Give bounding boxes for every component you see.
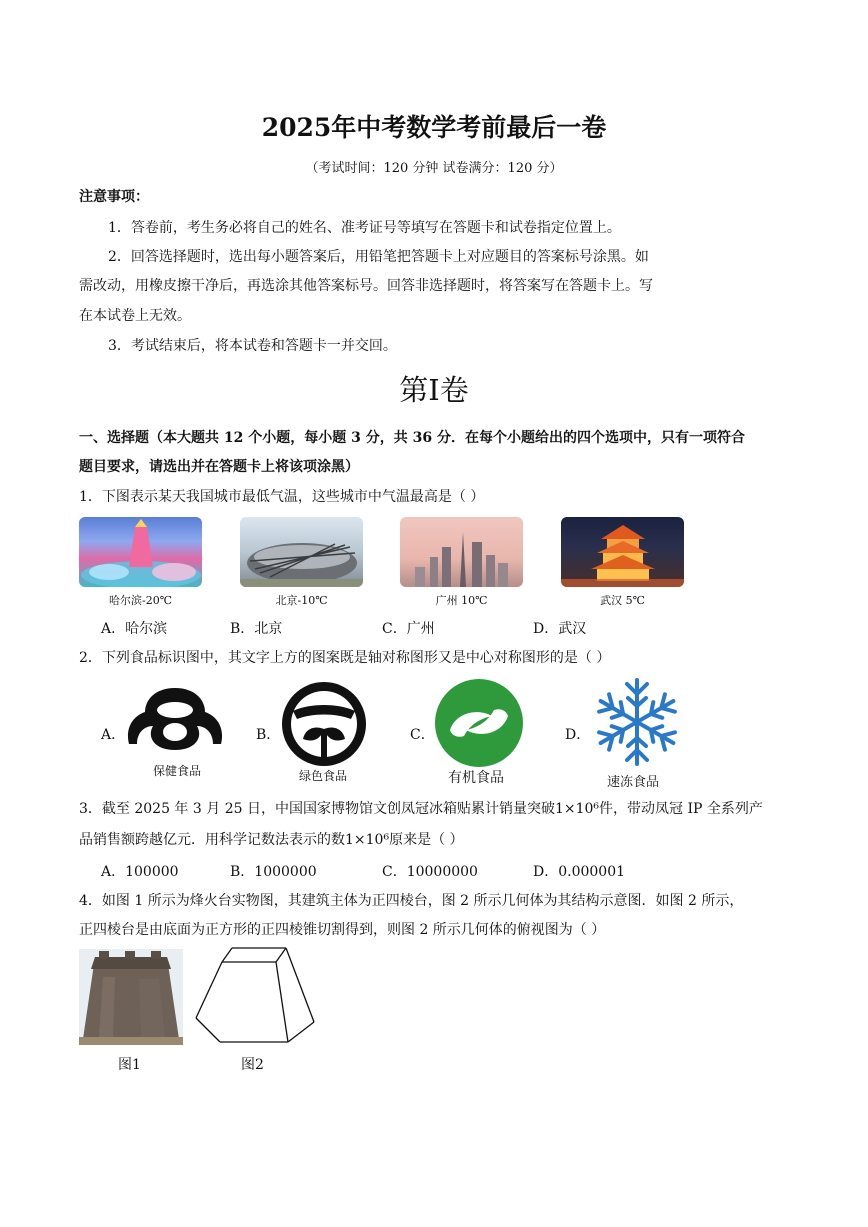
quick-frozen-food-logo-icon (592, 677, 682, 767)
q1-caption-beijing: 北京-10℃ (275, 594, 328, 607)
q3-stem-line1: 3．截至 2025 年 3 月 25 日，中国国家博物馆文创凤冠冰箱贴累计销量突破1×10⁶件，带动凤冠 IP 全系列产 (79, 801, 763, 817)
q1-caption-wuhan: 武汉 5℃ (600, 594, 645, 607)
notes-heading: 注意事项： (79, 189, 149, 205)
q2-caption-d: 速冻食品 (607, 775, 660, 790)
guangzhou-photo (400, 517, 523, 587)
q3-option-c[interactable]: C．10000000 (382, 864, 478, 880)
q1-caption-guangzhou: 广州 10℃ (435, 594, 488, 607)
frustum-diagram (194, 946, 318, 1046)
q3-option-b[interactable]: B．1000000 (230, 864, 317, 880)
organic-food-logo-icon (434, 678, 524, 768)
q2-option-a-label[interactable]: A． (101, 727, 126, 743)
q4-stem-line2: 正四棱台是由底面为正方形的正四棱锥切割得到，则图 2 所示几何体的俯视图为（ ） (79, 922, 606, 938)
q2-stem: 2．下列食品标识图中，其文字上方的图案既是轴对称图形又是中心对称图形的是（ ） (79, 650, 611, 666)
q2-option-d-label[interactable]: D． (565, 727, 591, 743)
q3-option-a[interactable]: A．100000 (101, 864, 179, 880)
notes-item-2-line2: 需改动，用橡皮擦干净后，再选涂其他答案标号。回答非选择题时，将答案写在答题卡上。写 (79, 278, 653, 294)
q1-option-d[interactable]: D．武汉 (533, 621, 587, 637)
exam-subtitle: （考试时间：120 分钟 试卷满分：120 分） (305, 161, 563, 176)
notes-item-3: 3．考试结束后，将本试卷和答题卡一并交回。 (108, 338, 397, 354)
q2-caption-c: 有机食品 (448, 770, 504, 786)
harbin-photo (79, 517, 202, 587)
q2-caption-b: 绿色食品 (299, 769, 348, 783)
q1-option-c[interactable]: C．广州 (382, 621, 435, 637)
volume-title: 第I卷 (399, 373, 469, 407)
q2-option-c-label[interactable]: C． (410, 727, 435, 743)
q1-caption-harbin: 哈尔滨-20℃ (108, 594, 173, 607)
exam-title: 2025年中考数学考前最后一卷 (261, 113, 607, 142)
q3-option-d[interactable]: D．0.000001 (533, 864, 626, 880)
q1-option-b[interactable]: B．北京 (230, 621, 283, 637)
notes-item-2-line3: 在本试卷上无效。 (79, 308, 191, 324)
q4-stem-line1: 4．如图 1 所示为烽火台实物图，其建筑主体为正四棱台，图 2 所示几何体为其结构示意图．如图 2 所示， (79, 893, 744, 909)
q1-option-a[interactable]: A．哈尔滨 (101, 621, 168, 637)
q2-option-b-label[interactable]: B． (256, 727, 281, 743)
beacon-tower-photo (79, 949, 183, 1045)
notes-item-2-line1: 2．回答选择题时，选出每小题答案后，用铅笔把答题卡上对应题目的答案标号涂黑。如 (108, 249, 649, 265)
notes-item-1: 1．答卷前，考生务必将自己的姓名、准考证号等填写在答题卡和试卷指定位置上。 (108, 220, 621, 236)
q1-stem: 1．下图表示某天我国城市最低气温，这些城市中气温最高是（ ） (79, 489, 485, 505)
beijing-photo (240, 517, 363, 587)
q2-caption-a: 保健食品 (153, 764, 202, 778)
q4-figure1-caption: 图1 (118, 1057, 141, 1073)
health-food-logo-icon (125, 684, 225, 764)
q4-figure2-caption: 图2 (241, 1057, 264, 1073)
q3-stem-line2: 品销售额跨越亿元．用科学记数法表示的数1×10⁶原来是（ ） (79, 832, 464, 848)
green-food-logo-icon (279, 681, 369, 767)
wuhan-photo (561, 517, 684, 587)
section1-line2: 题目要求，请选出并在答题卡上将该项涂黑） (79, 459, 359, 475)
section1-line1: 一、选择题（本大题共 12 个小题，每小题 3 分，共 36 分．在每个小题给出的四个选项中，只有一项符合 (79, 430, 745, 446)
